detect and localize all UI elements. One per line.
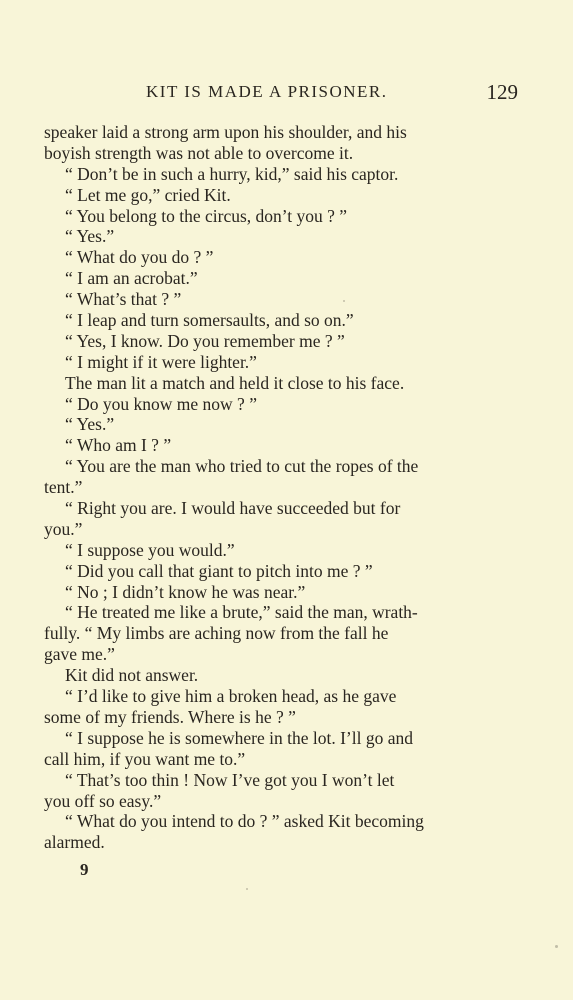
- text-line: some of my friends. Where is he ? ”: [44, 706, 296, 727]
- text-line: boyish strength was not able to overcome it.: [44, 142, 354, 163]
- text-line: “ I leap and turn somersaults, and so on.”: [65, 310, 354, 331]
- text-line: speaker laid a strong arm upon his shoulder, and his: [44, 122, 407, 142]
- running-head: KIT IS MADE A PRISONER.: [146, 82, 388, 101]
- text-line: The man lit a match and held it close to his face.: [65, 372, 405, 393]
- signature-mark: 9: [80, 860, 89, 879]
- text-line: “ I suppose he is somewhere in the lot. I’ll go and: [65, 727, 413, 748]
- text-line: “ What’s that ? ”: [65, 289, 182, 310]
- text-line: tent.”: [44, 477, 83, 498]
- text-line: “ What do you do ? ”: [65, 247, 214, 268]
- text-line: “ You are the man who tried to cut the ropes of the: [65, 456, 419, 477]
- text-line: “ I’d like to give him a broken head, as he gave: [65, 686, 397, 707]
- text-line: “ I might if it were lighter.”: [65, 351, 257, 372]
- text-line: “ That’s too thin ! Now I’ve got you I won’t let: [65, 769, 395, 790]
- page-number: 129: [486, 80, 518, 104]
- text-line: gave me.”: [44, 644, 115, 665]
- text-line: “ He treated me like a brute,” said the man, wrath-: [65, 602, 418, 623]
- text-line: fully. “ My limbs are aching now from the fall he: [44, 623, 389, 644]
- text-line: “ Yes.”: [65, 414, 115, 435]
- text-line: you.”: [44, 518, 83, 539]
- text-line: “ You belong to the circus, don’t you ? ”: [65, 205, 348, 226]
- text-line: “ Let me go,” cried Kit.: [65, 184, 231, 205]
- text-line: “ Yes, I know. Do you remember me ? ”: [65, 330, 345, 351]
- text-line: alarmed.: [44, 832, 105, 853]
- text-line: you off so easy.”: [44, 790, 162, 811]
- paper-speck: [343, 300, 345, 302]
- text-line: “ Did you call that giant to pitch into me ? ”: [65, 560, 373, 581]
- text-line: Kit did not answer.: [65, 665, 199, 686]
- text-line: “ Do you know me now ? ”: [65, 393, 257, 414]
- paper-speck: [555, 945, 558, 948]
- text-line: call him, if you want me to.”: [44, 748, 246, 769]
- text-line: “ Right you are. I would have succeeded but for: [65, 498, 401, 519]
- text-line: “ Who am I ? ”: [65, 435, 172, 456]
- text-line: “ Don’t be in such a hurry, kid,” said his captor.: [65, 163, 399, 184]
- paper-speck: [246, 888, 248, 890]
- body-text: [44, 122, 518, 853]
- text-line: “ What do you intend to do ? ” asked Kit becoming: [65, 811, 424, 832]
- text-line: “ I am an acrobat.”: [65, 268, 198, 289]
- text-line: “ I suppose you would.”: [65, 539, 235, 560]
- page-header: [40, 82, 520, 106]
- text-line: “ No ; I didn’t know he was near.”: [65, 581, 306, 602]
- text-line: “ Yes.”: [65, 226, 115, 247]
